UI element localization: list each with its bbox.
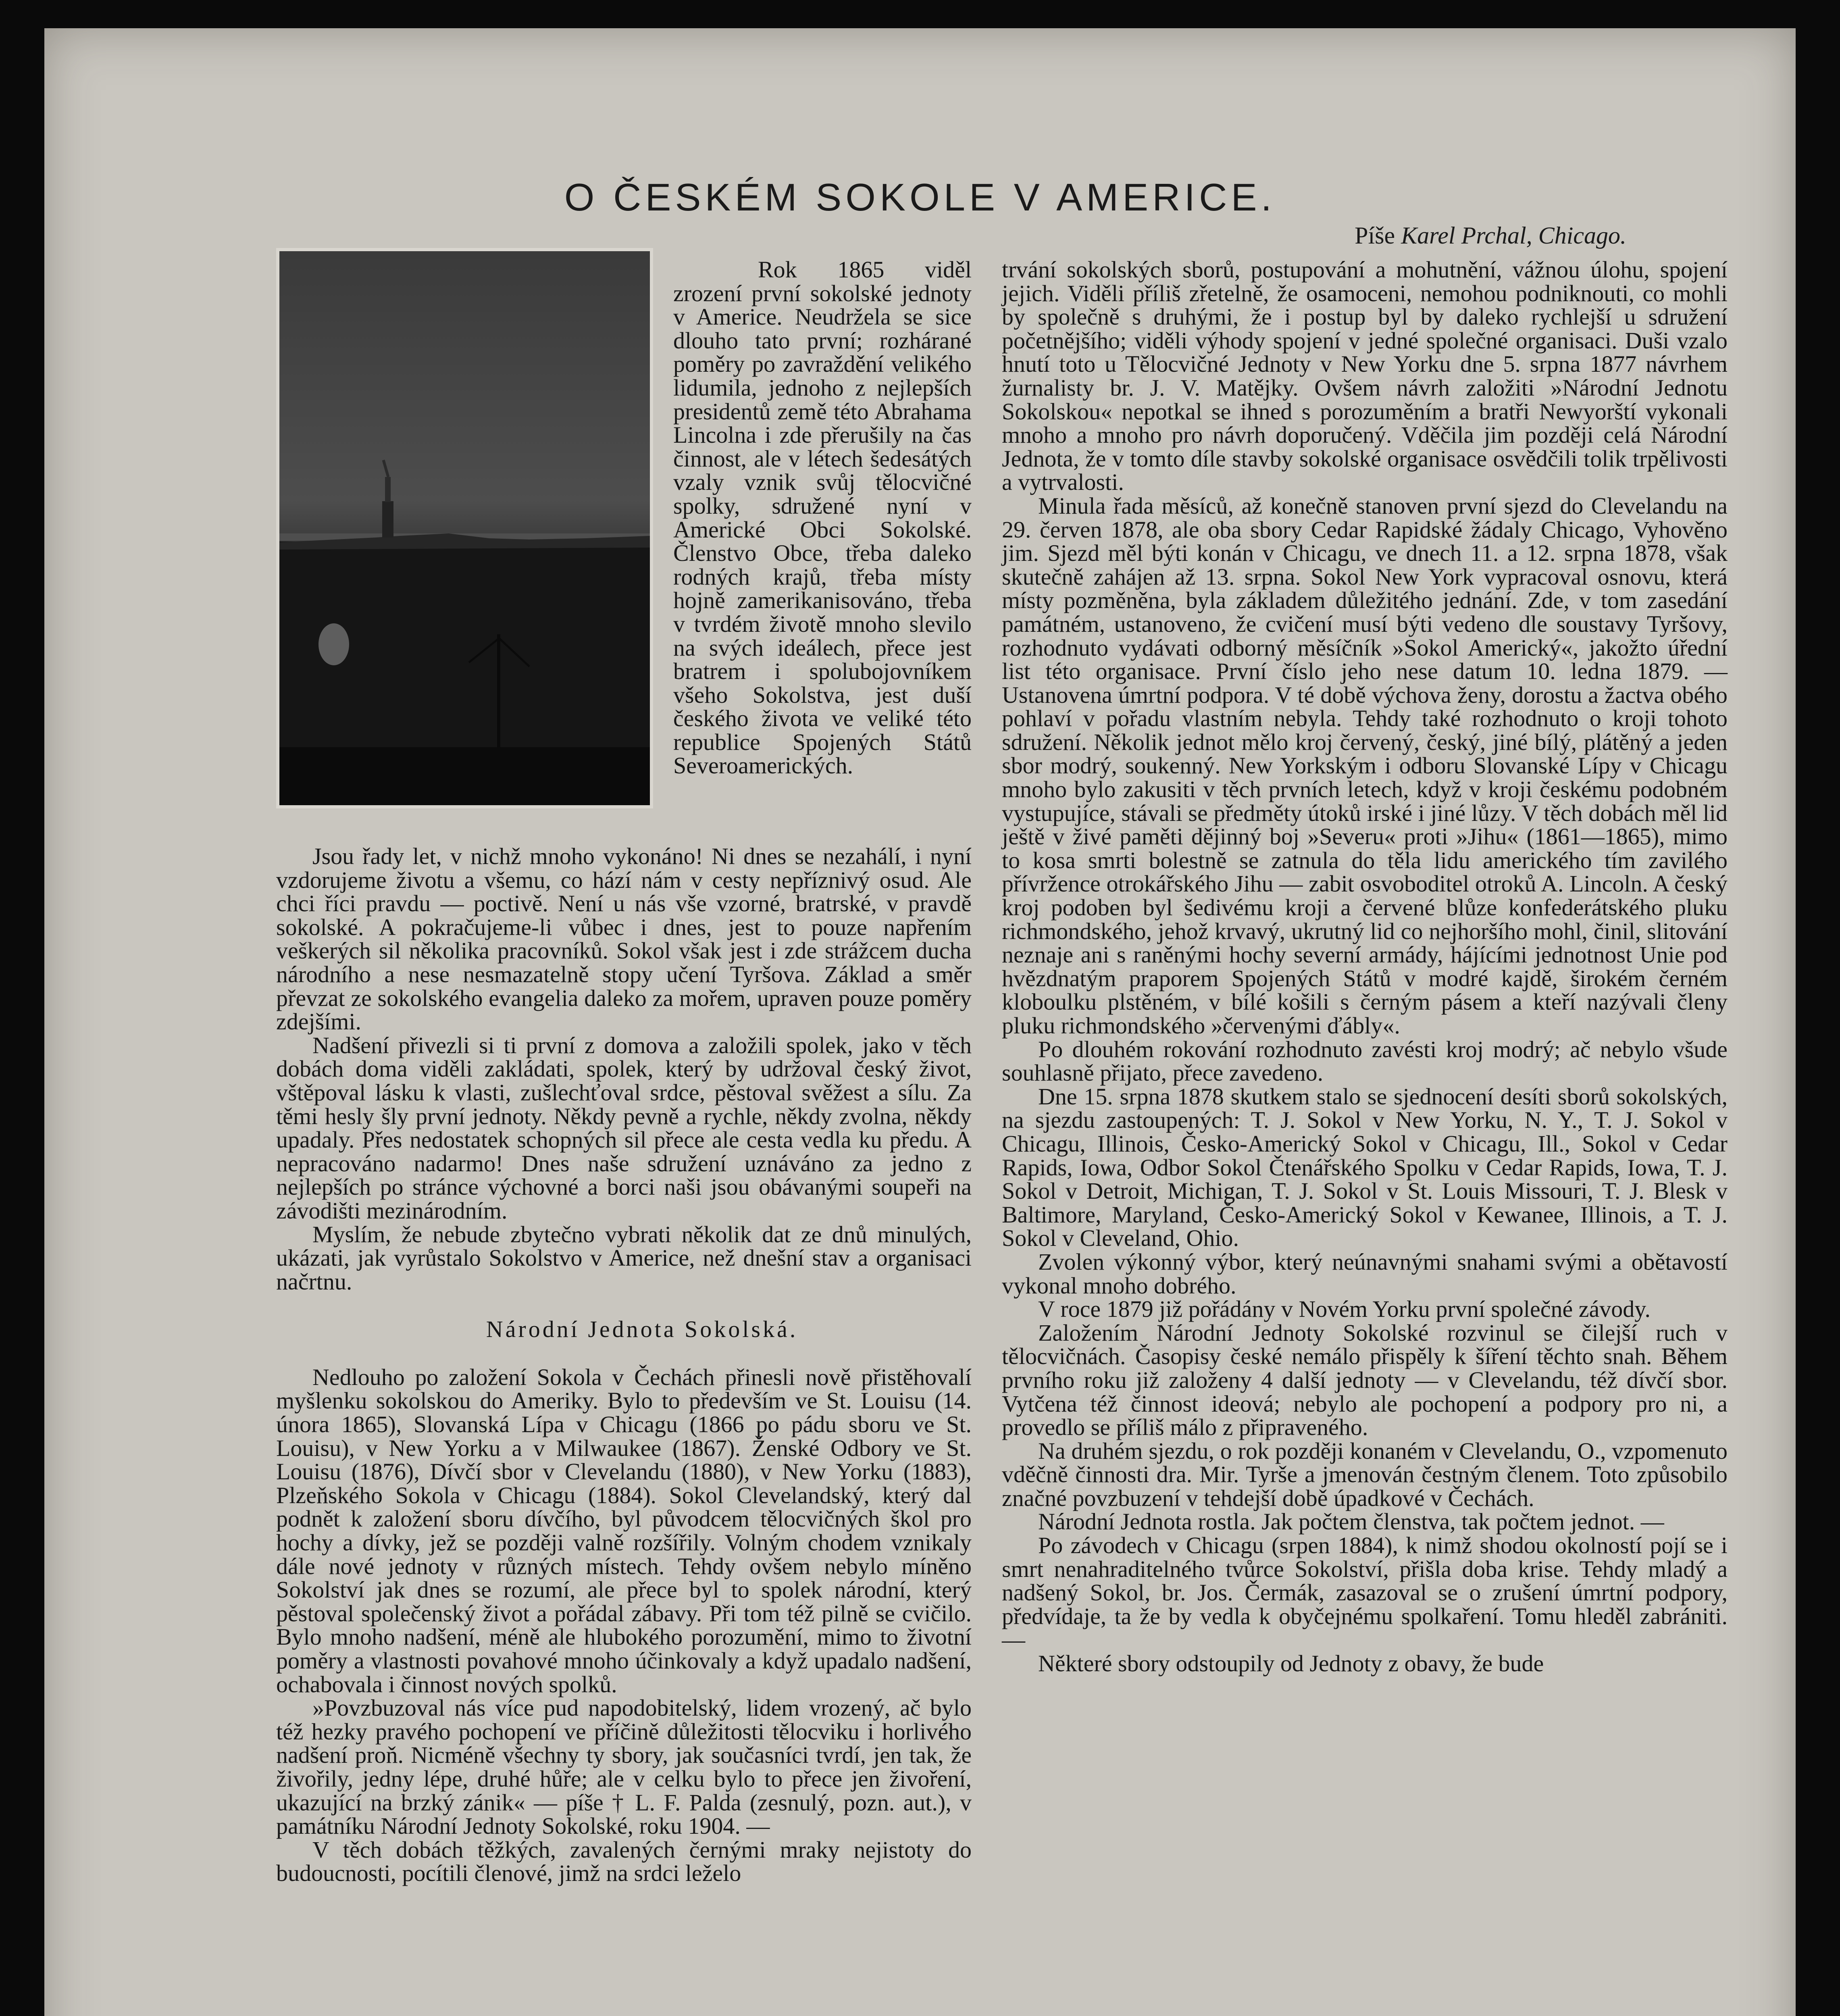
paragraph: Národní Jednota rostla. Jak počtem členstva, tak počtem jednot. — xyxy=(1038,1508,1664,1535)
paragraph: Myslím, že nebude zbytečno vybrati několik dat ze dnů minulých, ukázati, jak vyrůstalo Sokolstvo v Americe, než dnešní stav a organisaci načrtnu. xyxy=(276,1221,972,1295)
byline xyxy=(1355,222,1626,250)
paragraph: Zvolen výkonný výbor, který neúnavnými snahami svými a obětavostí vykonal mnoho dobrého. xyxy=(1002,1248,1728,1299)
byline-author: Karel Prchal, Chicago. xyxy=(1401,222,1626,249)
paragraph: Dne 15. srpna 1878 skutkem stalo se sjednocení desíti sborů sokolských, na sjezdu zastoupených: T. J. Sokol v New Yorku, N. Y., T. J. Sokol v Chicagu, Illinois, Česko-Americký Sokol v Chicagu, Ill., Sokol v Cedar Rapids, Iowa, Odbor Sokol Čtenářského Spolku v Cedar Rapids, Iowa, T. J. Sokol v Detroit, Michigan, T. J. Sokol v St. Louis Missouri, T. J. Blesk v Baltimore, Maryland, Česko-Americký Sokol v Kewanee, Illinois, a T. J. Sokol v Cleveland, Ohio. xyxy=(1002,1083,1728,1252)
paragraph: Některé sbory odstoupily od Jednoty z obavy, že bude xyxy=(1038,1650,1544,1677)
paragraph: Po závodech v Chicagu (srpen 1884), k nimž shodou okolností pojí se i smrt nenahraditelného tvůrce Sokolství, přišla doba krise. Tehdy mladý a nadšený Sokol, br. Jos. Čermák, zasazoval se o zrušení úmrtní podpory, předvídaje, ta že by vedla k obyčejnému spolkaření. Tomu hleděl zabrániti. — xyxy=(1002,1532,1728,1653)
intro-column xyxy=(673,258,972,778)
paragraph: Založením Národní Jednoty Sokolské rozvinul se čilejší ruch v tělocvičnách. Časopisy české nemálo přispěly k šíření těchto snah. Během prvního roku již založeny 4 další jednoty — v Clevelandu, též dívčí sbor. Vytčena též činnost ideová; nebylo ale pochopení a podpory pro ni, a provedlo se příliš málo z připraveného. xyxy=(1002,1319,1728,1441)
paragraph: »Povzbuzoval nás více pud napodobitelský, lidem vrozený, ač bylo též hezky pravého pochopení ve příčině důležitosti tělocviku i horlivého nadšení proň. Nicméně všechny ty sbory, jak současníci tvrdí, jen tak, že živořily, jedny lépe, druhé hůře; ale v celku bylo to přece jen živoření, ukazující na brzký zánik« — píše † L. F. Palda (zesnulý, pozn. aut.), v památníku Národní Jednoty Sokolské, roku 1904. — xyxy=(276,1695,972,1839)
page xyxy=(44,28,1796,2016)
paragraph: Nadšení přivezli si ti první z domova a založili spolek, jako v těch dobách doma viděli zakládati, spolek, který by udržoval český život, vštěpoval lásku k vlasti, zušlechťoval srdce, pěstoval svěžest a sílu. Za těmi hesly šly první jednoty. Někdy pevně a rychle, někdy zvolna, někdy upadaly. Přes nedostatek schopných sil přece ale cesta vedla ku předu. A nepracováno nadarmo! Dnes naše sdružení uznáváno za jedno z nejlepších po stránce výchovné a borci naši jsou obávanými soupeři na závodišti mezinárodním. xyxy=(276,1032,972,1224)
paragraph: Jsou řady let, v nichž mnoho vykonáno! Ni dnes se nezahálí, i nyní vzdorujeme životu a všemu, co hází nám v cesty nepříznivý osud. Ale chci říci pravdu — poctivě. Není u nás vše vzorné, bratrské, v pravdě sokolské. A pokračujeme-li vůbec i dnes, jest to pouze napřením veškerých sil několika pracovníků. Sokol však jest i zde strážcem ducha národního a nese nesmazatelně stopy učení Tyršova. Základ a směr převzat ze sokolského evangelia daleko za mořem, upraven pouze poměry zdejšími. xyxy=(276,843,972,1035)
spacer xyxy=(276,1341,972,1366)
statue-of-liberty-photo xyxy=(276,248,653,808)
paragraph: trvání sokolských sborů, postupování a mohutnění, vážnou úlohu, spojení jejich. Viděli příliš zřetelně, že osamoceni, nemohou podniknouti, co mohli by společně s druhými, že i postup byl by daleko rychlejší u sdružení početnějšího; viděli výhody spojení v jedné společné organisaci. Duši vzalo hnutí toto u Tělocvičné Jednoty v New Yorku dne 5. srpna 1877 návrhem žurnalisty br. J. V. Matějky. Ovšem návrh založiti »Národní Jednotu Sokolskou« nepotkal se ihned s porozuměním a bratři Newyorští vykonali mnoho a mnoho pro návrh doporučený. Vděčila jim později celá Národní Jednota, že v tomto díle stavby sokolské organisace osvědčili tolik trpělivosti a vytrvalosti. xyxy=(1002,256,1728,496)
right-column xyxy=(1002,258,1728,1676)
paragraph: Po dlouhém rokování rozhodnuto zavésti kroj modrý; ač nebylo všude souhlasně přijato, přece zavedeno. xyxy=(1002,1036,1728,1086)
photo-image xyxy=(279,251,650,805)
paragraph: Nedlouho po založení Sokola v Čechách přinesli nově přistěhovalí myšlenku sokolskou do Ameriky. Bylo to především ve St. Louisu (14. února 1865), Slovanská Lípa v Chicagu (1866 po pádu sboru ve St. Louisu), v New Yorku a v Milwaukee (1867). Ženské Odbory ve St. Louisu (1876), Dívčí sbor v Clevelandu (1880), v New Yorku (1883), Plzeňského Sokola v Chicagu (1884). Sokol Clevelandský, který dal podnět k založení sboru dívčího, byl původcem tělocvičných škol pro hochy a dívky, jež se později valně rozšířily. Volným chodem vznikaly dále nové jednoty v různých místech. Tehdy ovšem nebylo míněno Sokolství jak dnes se rozumí, ale přece byl to spolek národní, který pěstoval společenský život a pořádal zábavy. Při tom též pilně se cvičilo. Bylo mnoho nadšení, méně ale hlubokého porozumění, mimo to životní poměry a vlastnosti povahové mnoho účinkovaly a když upadalo nadšení, ochabovala i činnost nových spolků. xyxy=(276,1364,972,1697)
byline-prefix: Píše xyxy=(1355,222,1401,249)
spacer xyxy=(276,1293,972,1318)
section-heading: Národní Jednota Sokolská. xyxy=(486,1316,798,1343)
paragraph: Minula řada měsíců, až konečně stanoven první sjezd do Clevelandu na 29. červen 1878, ale oba sbory Cedar Rapidské žádaly Chicago, Vyhověno jim. Sjezd měl býti konán v Chicagu, ve dnech 11. a 12. srpna 1878, však skutečně zahájen až 13. srpna. Sokol New York vypracoval osnovu, která místy pozměněna, byla základem důležitého jednání. Zde, v tom zasedání památném, ustanoveno, že cvičení musí býti vedeno dle soustavy Tyršovy, rozhodnuto vydávati odborný měsíčník »Sokol Americký«, jakožto úřední list této organisace. První číslo jeho nese datum 10. ledna 1879. — Ustanovena úmrtní podpora. V té době výchova ženy, dorostu a žactva obého pohlaví v pořadu vlastním nebyla. Tehdy také rozhodnuto o kroji tohoto sdružení. Několik jednot mělo kroj červený, český, jiné bílý, plátěný a jeden sbor modrý, soukenný. New Yorkským i odboru Slovanské Lípy v Chicagu mnoho bylo zakusiti v těch prvních letech, když v kroji českému podobném vystupujíce, stávali se předměty útoků irské i jiné lůzy. V těch dobách měl lid ještě v živé paměti dějinný boj »Severu« proti »Jihu« (1861—1865), mimo to kosa smrti bolestně se zatnula do těla lidu amerického tím zavilého přívržence otrokářského Jihu — zabit osvoboditel otroků A. Lincoln. A český kroj podoben byl šedivému kroji a červené blůze konfederátského pluku richmondského, jehož krvavý, ukrutný lid co nejhoršího mohl, činil, slitování neznaje ani s raněnými hochy severní armády, hájícími jednotnost Unie pod hvězdnatým praporem Spojených Států v modré kajdě, širokém černém kloboulku plstěném, v bílé košili s černým pásem a kteří nazývali členy pluku richmondského »červenými ďábly«. xyxy=(1002,492,1728,1039)
paragraph: Na druhém sjezdu, o rok později konaném v Clevelandu, O., vzpomenuto vděčně činnosti dra. Mir. Tyrše a jmenován čestným členem. Toto způsobilo značné povzbuzení v tehdejší době úpadkové v Čechách. xyxy=(1002,1437,1728,1511)
article-title: O ČESKÉM SOKOLE V AMERICE. xyxy=(564,176,1276,219)
paragraph: V roce 1879 již pořádány v Novém Yorku první společné závody. xyxy=(1038,1296,1651,1322)
left-column xyxy=(276,845,972,1885)
paragraph: V těch dobách těžkých, zavalených černými mraky nejistoty do budoucnosti, pocítili členové, jimž na srdci leželo xyxy=(276,1836,972,1887)
intro-paragraph: Rok 1865 viděl zrození první sokolské jednoty v Americe. Neudržela se sice dlouho tato první; rozhárané poměry po zavraždění velikého lidumila, jednoho z nejlepších presidentů země této Abrahama Lincolna i zde přerušily na čas činnost, ale v létech šedesátých vzaly vznik svůj tělocvičné spolky, sdružené nyní v Americké Obci Sokolské. Členstvo Obce, třeba daleko rodných krajů, třeba místy hojně zamerikanisováno, třeba v tvrdém životě mnoho slevilo na svých ideálech, přece jest bratrem i spolubojovníkem všeho Sokolstva, jest duší českého života ve veliké této republice Spojených Států Severoamerických. xyxy=(673,256,972,779)
